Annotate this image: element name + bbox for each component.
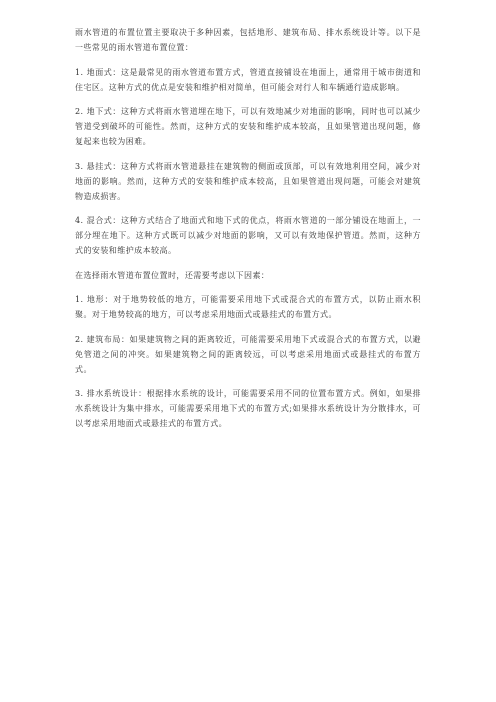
- document-page: [75, 25, 421, 441]
- drainage-design-factor-paragraph: 3. 排水系统设计：根据排水系统的设计，可能需要采用不同的位置布置方式。例如，如果排水系统设计为集中排水，可能需要采用地下式的布置方式;如果排水系统设计为分散排水，可以考虑采用地面式或悬挂式的布置方式。: [75, 389, 421, 428]
- terrain-factor-paragraph: 1. 地形：对于地势较低的地方，可能需要采用地下式或混合式的布置方式，以防止雨水积聚。对于地势较高的地方，可以考虑采用地面式或悬挂式的布置方式。: [75, 295, 421, 319]
- intro-paragraph: 雨水管道的布置位置主要取决于多种因素，包括地形、建筑布局、排水系统设计等。以下是一些常见的雨水管道布置位置：: [75, 28, 421, 52]
- suspended-type-paragraph: 3. 悬挂式：这种方式将雨水管道悬挂在建筑物的侧面或顶部，可以有效地利用空间，减少对地面的影响。然而，这种方式的安装和维护成本较高，且如果管道出现问题，可能会对建筑物造成损害。: [75, 161, 421, 201]
- building-layout-factor-paragraph: 2. 建筑布局：如果建筑物之间的距离较近，可能需要采用地下式或混合式的布置方式，以避免管道之间的冲突。如果建筑物之间的距离较远，可以考虑采用地面式或悬挂式的布置方式。: [75, 334, 421, 374]
- factors-intro-paragraph: 在选择雨水管道布置位置时，还需要考虑以下因素：: [75, 270, 270, 280]
- surface-type-paragraph: 1. 地面式：这是最常见的雨水管道布置方式，管道直接铺设在地面上，通常用于城市街道和住宅区。这种方式的优点是安装和维护相对简单，但可能会对行人和车辆通行造成影响。: [75, 67, 421, 92]
- underground-type-paragraph: 2. 地下式：这种方式将雨水管道埋在地下，可以有效地减少对地面的影响，同时也可以减少管道受到破坏的可能性。然而，这种方式的安装和维护成本较高，且如果管道出现问题，修复起来也较为困难。: [75, 107, 421, 146]
- hybrid-type-paragraph: 4. 混合式：这种方式结合了地面式和地下式的优点，将雨水管道的一部分铺设在地面上，一部分埋在地下。这种方式既可以减少对地面的影响，又可以有效地保护管道。然而，这种方式的安装和维护成本较高。: [75, 216, 421, 255]
